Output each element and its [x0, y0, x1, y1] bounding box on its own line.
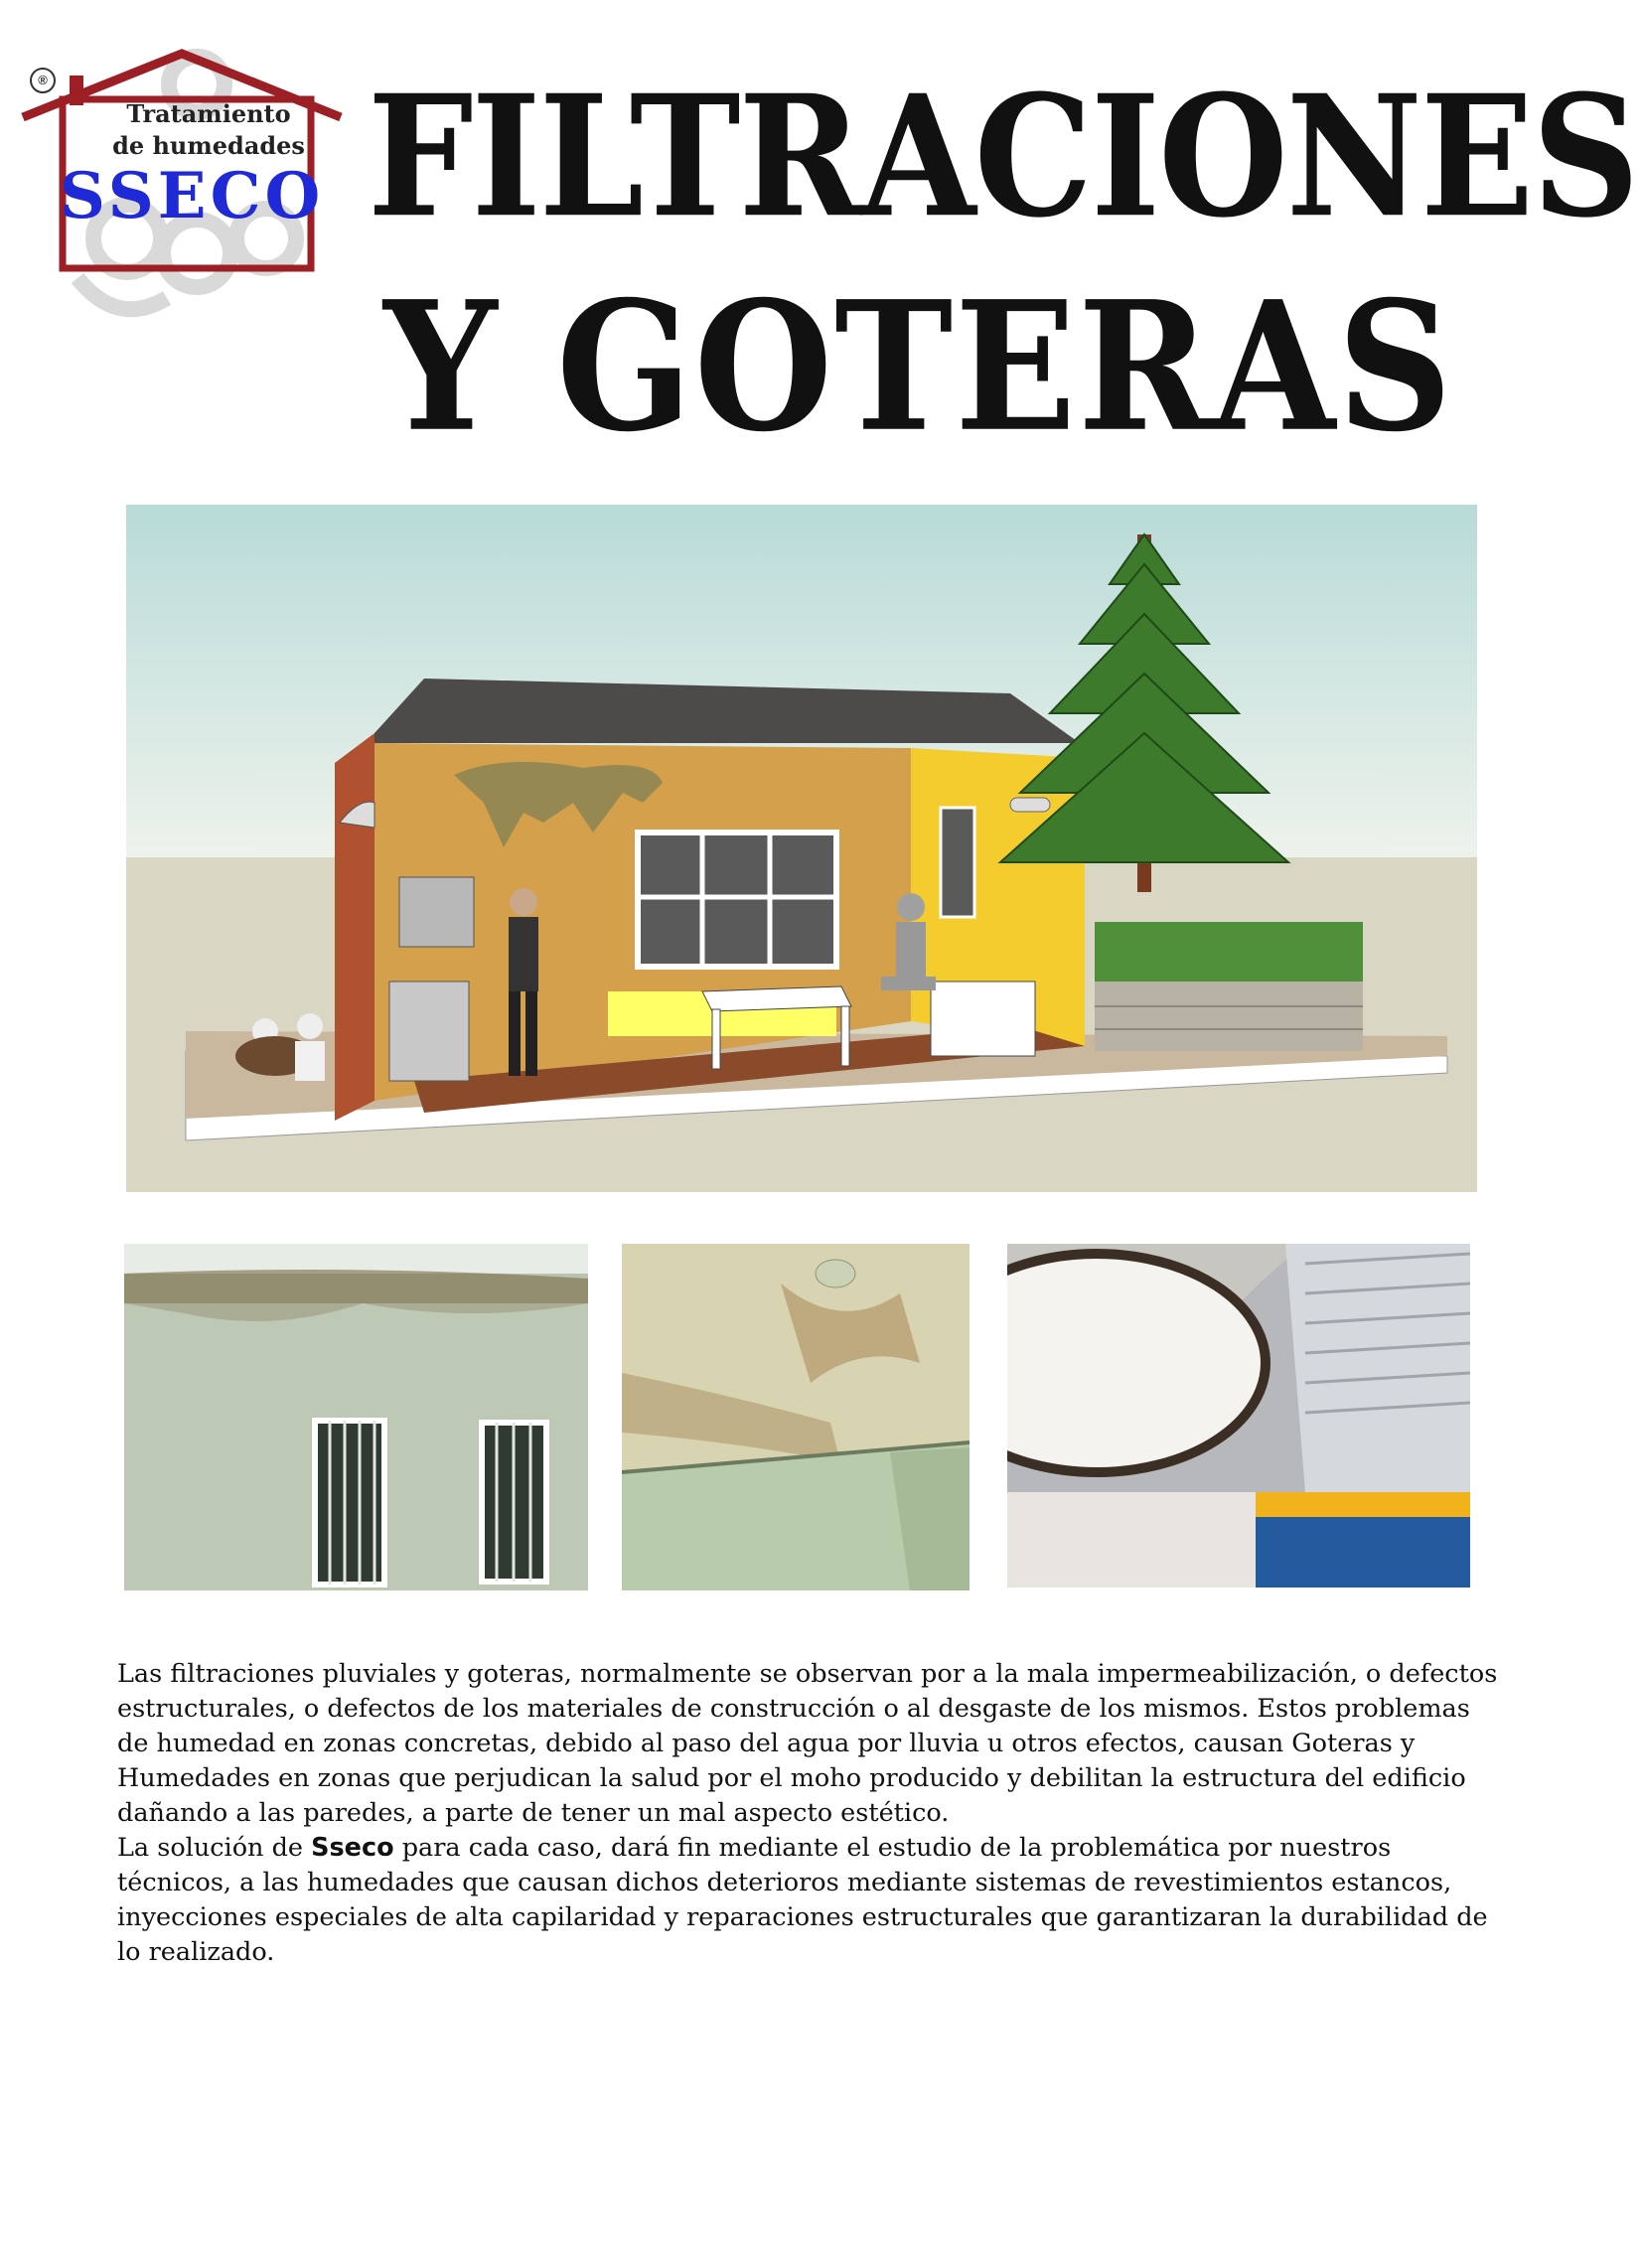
registered-mark: ®	[30, 68, 56, 93]
wall-water-stains-photo	[124, 1244, 588, 1590]
logo-tagline-1: Tratamiento	[126, 99, 291, 128]
body-text	[117, 1657, 1508, 1970]
brand-inline-name: Sseco	[311, 1833, 394, 1863]
paragraph-solution	[117, 1831, 1508, 1970]
logo-brand-name: SSECO	[59, 159, 325, 233]
paragraph-intro: Las filtraciones pluviales y goteras, normalmente se observan por a la mala impermeabilización, o defectos estructurales, o defectos de los materiales de construcción o al desgaste de los mismos. Estos problemas de humedad en zonas concretas, debido al paso del agua por lluvia u otros efectos, causan Goteras y Humedades en zonas que perjudican la salud por el moho producido y debilitan la estructura del edificio dañando a las paredes, a parte de tener un mal aspecto estético.	[117, 1659, 1498, 1828]
sseco-logo	[18, 40, 346, 328]
skylight-ceiling-stain-photo	[1007, 1244, 1470, 1588]
page-title-line-2: Y GOTERAS	[383, 261, 1454, 472]
house-leak-illustration	[126, 505, 1477, 1192]
solution-text-end: para cada caso, dará fin mediante el estudio de la problemática por nuestros técnicos, a las humedades que causan dichos deterioros mediante sistemas de revestimientos estancos, inyecciones especiales de alta capilaridad y reparaciones estructurales que garantizaran la durabilidad de lo realizado.	[117, 1833, 1488, 1967]
ceiling-leak-photo	[622, 1244, 970, 1590]
solution-text-start: La solución de	[117, 1833, 312, 1863]
page-title-line-1: FILTRACIONES	[368, 59, 1638, 255]
logo-tagline-2: de humedades	[112, 131, 305, 160]
